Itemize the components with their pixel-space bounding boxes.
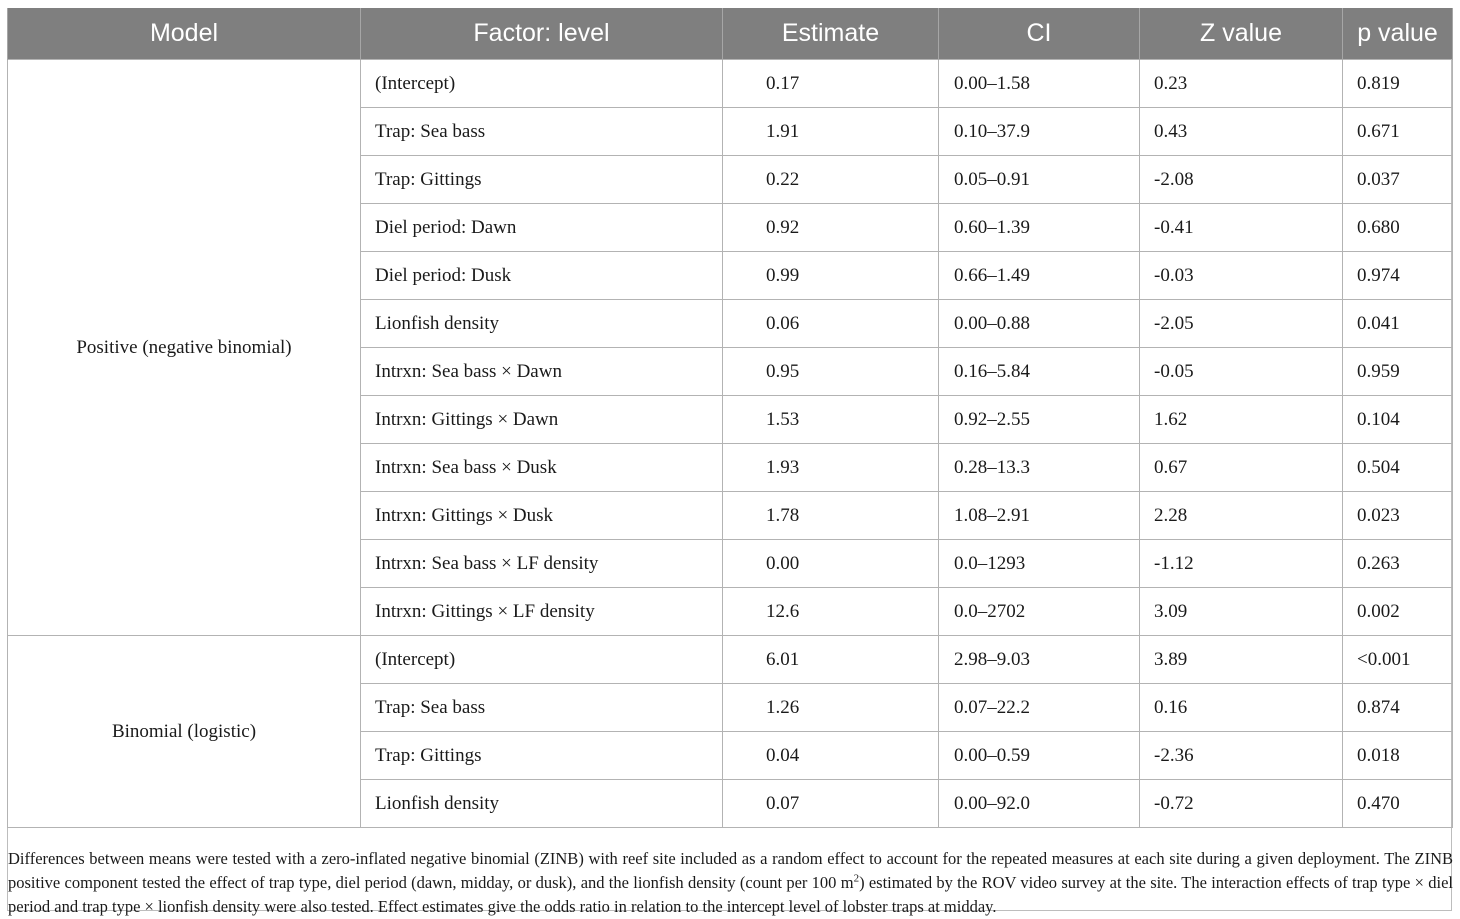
table-body xyxy=(8,60,1453,828)
estimate-cell: 1.93 xyxy=(723,444,939,492)
z-value-cell: -0.03 xyxy=(1140,252,1343,300)
table-row xyxy=(8,60,1453,108)
estimate-cell: 1.91 xyxy=(723,108,939,156)
estimate-cell: 1.26 xyxy=(723,684,939,732)
footnote-superscript: 2 xyxy=(853,872,860,885)
p-value-cell: <0.001 xyxy=(1343,636,1453,684)
z-value-cell: -0.41 xyxy=(1140,204,1343,252)
z-value-cell: 0.67 xyxy=(1140,444,1343,492)
z-value-cell: 3.09 xyxy=(1140,588,1343,636)
ci-cell: 0.07–22.2 xyxy=(939,684,1140,732)
factor-cell: Trap: Sea bass xyxy=(361,684,723,732)
estimate-cell: 0.04 xyxy=(723,732,939,780)
factor-cell: Intrxn: Gittings × Dawn xyxy=(361,396,723,444)
factor-cell: Diel period: Dawn xyxy=(361,204,723,252)
ci-cell: 0.16–5.84 xyxy=(939,348,1140,396)
z-value-cell: -2.05 xyxy=(1140,300,1343,348)
header-estimate: Estimate xyxy=(723,8,939,60)
estimate-cell: 0.92 xyxy=(723,204,939,252)
p-value-cell: 0.680 xyxy=(1343,204,1453,252)
z-value-cell: -1.12 xyxy=(1140,540,1343,588)
p-value-cell: 0.104 xyxy=(1343,396,1453,444)
estimate-cell: 0.00 xyxy=(723,540,939,588)
model-cell: Positive (negative binomial) xyxy=(8,60,361,636)
header-factor-level: Factor: level xyxy=(361,8,723,60)
factor-cell: Trap: Gittings xyxy=(361,732,723,780)
ci-cell: 0.00–92.0 xyxy=(939,780,1140,828)
p-value-cell: 0.974 xyxy=(1343,252,1453,300)
factor-cell: (Intercept) xyxy=(361,60,723,108)
factor-cell: Intrxn: Sea bass × LF density xyxy=(361,540,723,588)
z-value-cell: 0.43 xyxy=(1140,108,1343,156)
ci-cell: 1.08–2.91 xyxy=(939,492,1140,540)
estimate-cell: 0.17 xyxy=(723,60,939,108)
factor-cell: Intrxn: Gittings × LF density xyxy=(361,588,723,636)
estimate-cell: 0.99 xyxy=(723,252,939,300)
ci-cell: 0.00–0.59 xyxy=(939,732,1140,780)
z-value-cell: 1.62 xyxy=(1140,396,1343,444)
ci-cell: 0.00–0.88 xyxy=(939,300,1140,348)
results-table xyxy=(7,8,1453,828)
p-value-cell: 0.041 xyxy=(1343,300,1453,348)
p-value-cell: 0.874 xyxy=(1343,684,1453,732)
z-value-cell: -0.05 xyxy=(1140,348,1343,396)
ci-cell: 0.0–1293 xyxy=(939,540,1140,588)
p-value-cell: 0.671 xyxy=(1343,108,1453,156)
estimate-cell: 0.95 xyxy=(723,348,939,396)
table-row xyxy=(8,636,1453,684)
table-footnote xyxy=(8,841,1453,919)
p-value-cell: 0.023 xyxy=(1343,492,1453,540)
factor-cell: Intrxn: Sea bass × Dawn xyxy=(361,348,723,396)
p-value-cell: 0.504 xyxy=(1343,444,1453,492)
factor-cell: Intrxn: Sea bass × Dusk xyxy=(361,444,723,492)
p-value-cell: 0.959 xyxy=(1343,348,1453,396)
z-value-cell: 0.16 xyxy=(1140,684,1343,732)
header-z-value: Z value xyxy=(1140,8,1343,60)
model-cell: Binomial (logistic) xyxy=(8,636,361,828)
factor-cell: Lionfish density xyxy=(361,300,723,348)
header-row xyxy=(8,8,1453,60)
factor-cell: Trap: Gittings xyxy=(361,156,723,204)
estimate-cell: 1.78 xyxy=(723,492,939,540)
footnote-text-continued: ) estimated by the ROV video survey at the site. The interaction effects of trap type × diel period and trap type × lionfish density were also tested. Effect estimates give the odds ratio in relation to the intercept level of lobster traps at midday. xyxy=(8,873,1453,916)
ci-cell: 0.92–2.55 xyxy=(939,396,1140,444)
p-value-cell: 0.002 xyxy=(1343,588,1453,636)
p-value-cell: 0.470 xyxy=(1343,780,1453,828)
z-value-cell: 2.28 xyxy=(1140,492,1343,540)
header-ci: CI xyxy=(939,8,1140,60)
footnote-text: Differences between means were tested with a zero-inflated negative binomial (ZINB) with reef site included as a random effect to account for the repeated measures at each site during a given deployment. The ZINB positive component tested the effect of trap type, diel period (dawn, midday, or dusk), and the lionfish density (count per 100 m xyxy=(8,849,1453,892)
p-value-cell: 0.037 xyxy=(1343,156,1453,204)
z-value-cell: -2.36 xyxy=(1140,732,1343,780)
ci-cell: 0.28–13.3 xyxy=(939,444,1140,492)
factor-cell: (Intercept) xyxy=(361,636,723,684)
ci-cell: 0.10–37.9 xyxy=(939,108,1140,156)
p-value-cell: 0.819 xyxy=(1343,60,1453,108)
ci-cell: 0.60–1.39 xyxy=(939,204,1140,252)
z-value-cell: 0.23 xyxy=(1140,60,1343,108)
estimate-cell: 0.06 xyxy=(723,300,939,348)
ci-cell: 0.05–0.91 xyxy=(939,156,1140,204)
estimate-cell: 0.22 xyxy=(723,156,939,204)
header-model: Model xyxy=(8,8,361,60)
estimate-cell: 6.01 xyxy=(723,636,939,684)
estimate-cell: 1.53 xyxy=(723,396,939,444)
estimate-cell: 12.6 xyxy=(723,588,939,636)
ci-cell: 0.0–2702 xyxy=(939,588,1140,636)
factor-cell: Diel period: Dusk xyxy=(361,252,723,300)
p-value-cell: 0.018 xyxy=(1343,732,1453,780)
factor-cell: Lionfish density xyxy=(361,780,723,828)
header-p-value: p value xyxy=(1343,8,1453,60)
z-value-cell: -0.72 xyxy=(1140,780,1343,828)
p-value-cell: 0.263 xyxy=(1343,540,1453,588)
ci-cell: 2.98–9.03 xyxy=(939,636,1140,684)
z-value-cell: -2.08 xyxy=(1140,156,1343,204)
ci-cell: 0.66–1.49 xyxy=(939,252,1140,300)
factor-cell: Intrxn: Gittings × Dusk xyxy=(361,492,723,540)
table-frame xyxy=(7,8,1453,916)
ci-cell: 0.00–1.58 xyxy=(939,60,1140,108)
estimate-cell: 0.07 xyxy=(723,780,939,828)
factor-cell: Trap: Sea bass xyxy=(361,108,723,156)
z-value-cell: 3.89 xyxy=(1140,636,1343,684)
